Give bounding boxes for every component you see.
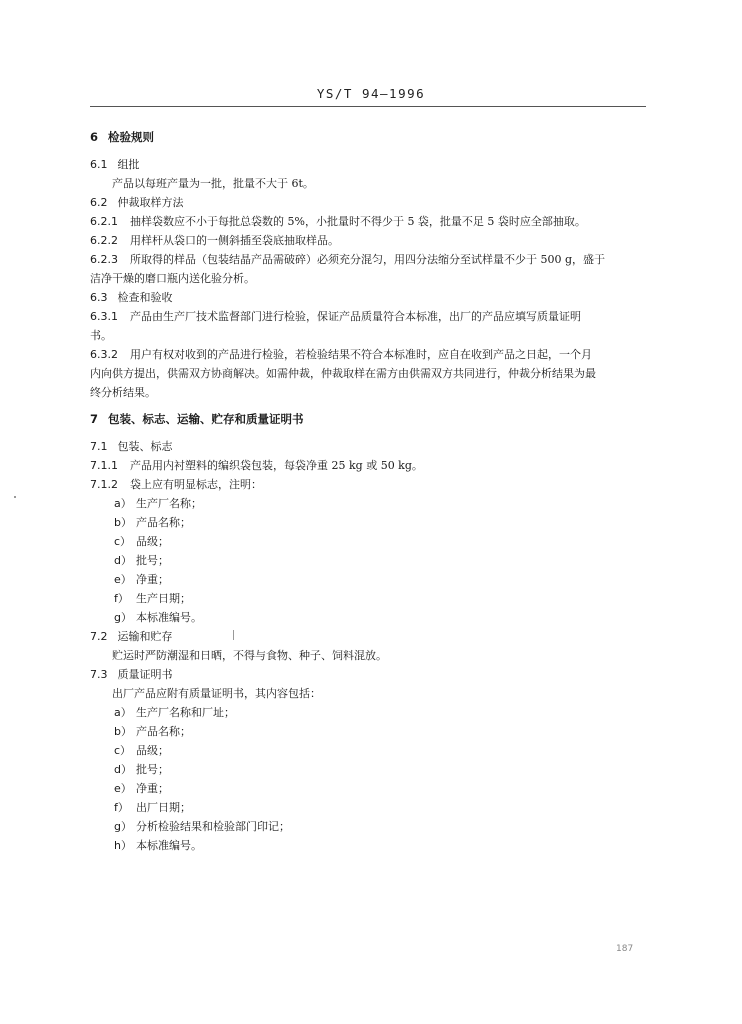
list-item: e） 净重； — [114, 782, 169, 795]
clause-6-3-2-cont-2: 终分析结果。 — [90, 386, 156, 399]
clause-7-2-text: 贮运时严防潮湿和日晒，不得与食物、种子、饲料混放。 — [112, 649, 387, 662]
standard-code-header: YS/T 94—1996 — [316, 86, 426, 101]
clause-6-1-heading: 6.1 组批 — [90, 158, 140, 171]
clause-6-2-3-cont: 洁净干燥的磨口瓶内送化验分析。 — [90, 272, 255, 285]
list-item: f） 出厂日期； — [114, 801, 191, 814]
clause-7-2-heading: 7.2 运输和贮存 — [90, 630, 173, 643]
clause-6-3-2-cont-1: 内向供方提出，供需双方协商解决。如需仲裁，仲裁取样在需方由供需双方共同进行，仲裁分析结果为最 — [90, 367, 596, 380]
clause-7-3-heading: 7.3 质量证明书 — [90, 668, 173, 681]
clause-6-3-1: 6.3.1 产品由生产厂技术监督部门进行检验，保证产品质量符合本标准，出厂的产品应填写质量证明 — [90, 310, 581, 323]
clause-7-1-1: 7.1.1 产品用内衬塑料的编织袋包装，每袋净重 25 kg 或 50 kg。 — [90, 459, 423, 472]
list-item: a） 生产厂名称和厂址； — [114, 706, 235, 719]
list-item: d） 批号； — [114, 554, 169, 567]
clause-6-2-heading: 6.2 仲裁取样方法 — [90, 196, 184, 209]
list-item: e） 净重； — [114, 573, 169, 586]
clause-7-1-heading: 7.1 包装、标志 — [90, 440, 173, 453]
list-item: g） 分析检验结果和检验部门印记； — [114, 820, 290, 833]
list-item: d） 批号； — [114, 763, 169, 776]
section-6-heading: 6 检验规则 — [90, 130, 155, 144]
section-7-heading: 7 包装、标志、运输、贮存和质量证明书 — [90, 412, 304, 426]
clause-6-3-1-cont: 书。 — [90, 329, 112, 342]
list-item: b） 产品名称； — [114, 725, 191, 738]
header-rule — [90, 106, 646, 107]
list-item: b） 产品名称； — [114, 516, 191, 529]
clause-6-3-2: 6.3.2 用户有权对收到的产品进行检验，若检验结果不符合本标准时，应自在收到产品之日起，一个月 — [90, 348, 592, 361]
clause-6-2-1: 6.2.1 抽样袋数应不小于每批总袋数的 5%，小批量时不得少于 5 袋，批量不足 5 袋时应全部抽取。 — [90, 215, 586, 228]
clause-6-2-2: 6.2.2 用样杆从袋口的一侧斜插至袋底抽取样品。 — [90, 234, 339, 247]
clause-6-2-3: 6.2.3 所取得的样品（包装结晶产品需破碎）必须充分混匀，用四分法缩分至试样量不少于 500 g，盛于 — [90, 253, 606, 266]
clause-6-1-text: 产品以每班产量为一批，批量不大于 6t。 — [112, 177, 314, 190]
list-item: c） 品级； — [114, 744, 169, 757]
list-item: g） 本标准编号。 — [114, 611, 202, 624]
scan-speck — [14, 496, 16, 498]
scan-speck — [233, 630, 234, 640]
clause-6-3-heading: 6.3 检查和验收 — [90, 291, 173, 304]
list-item: a） 生产厂名称； — [114, 497, 202, 510]
list-item: c） 品级； — [114, 535, 169, 548]
clause-7-3-text: 出厂产品应附有质量证明书，其内容包括： — [112, 687, 321, 700]
list-item: f） 生产日期； — [114, 592, 191, 605]
page-number: 187 — [616, 944, 634, 954]
document-body — [90, 128, 650, 855]
list-item: h） 本标准编号。 — [114, 839, 202, 852]
clause-7-1-2: 7.1.2 袋上应有明显标志，注明： — [90, 478, 262, 491]
